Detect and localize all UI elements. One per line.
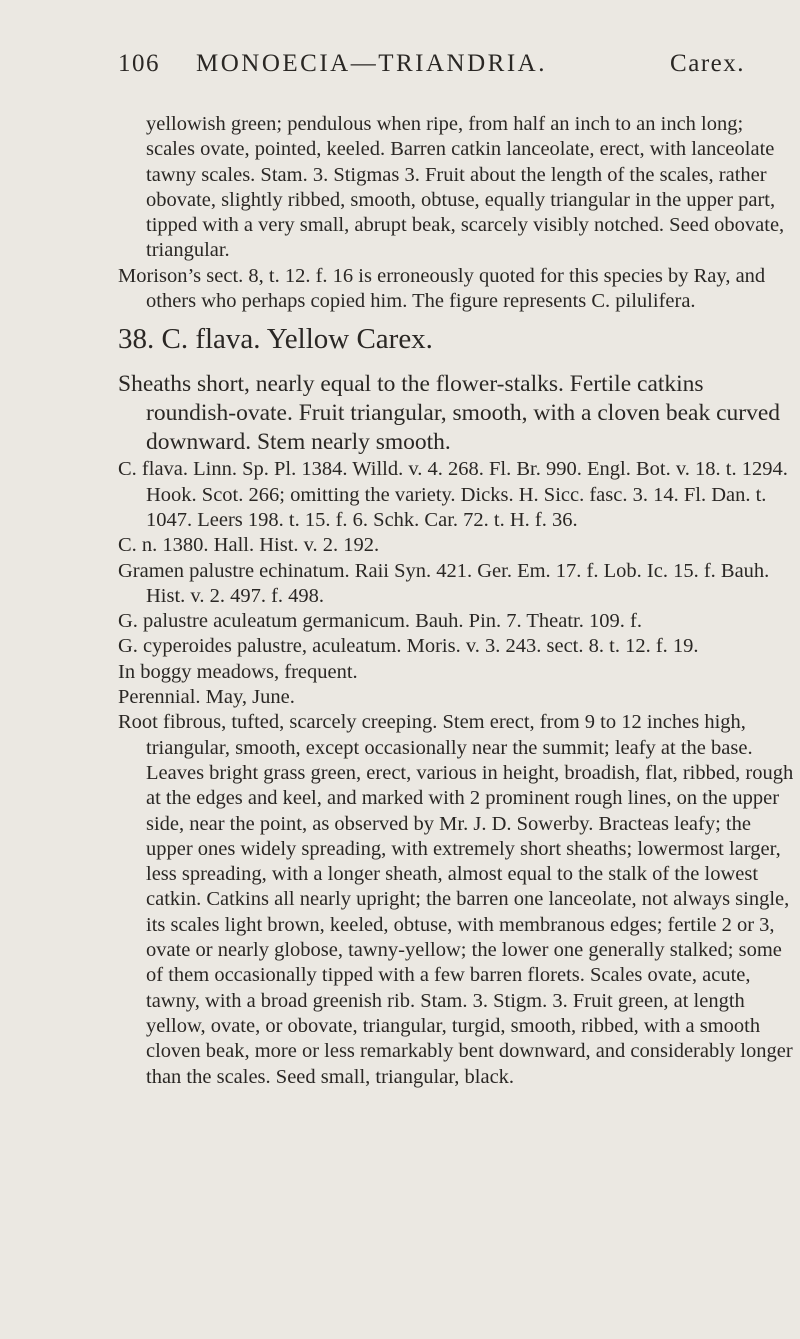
description: Root fibrous, tufted, scarcely creeping. Stem erect, from 9 to 12 inches high, triangular, smooth, except occasionally near the summit; leafy at the base. Leaves bright grass green, erect, various in height, broadish, flat, ribbed, rough at the edges and keel, and marked with 2 prominent rough lines, on the upper side, near the point, as observed by Mr. J. D. Sowerby. Bracteas leafy; the upper ones widely spreading, with extremely short sheaths; lowermost larger, less spreading, with a longer sheath, almost equal to the stalk of the lowest catkin. Catkins all nearly upright; the barren one lanceolate, not always single, its scales light brown, keeled, obtuse, with membranous edges; fertile 2 or 3, ovate or nearly globose, tawny-yellow; the lower one generally stalked; some of them occasionally tipped with a few barren florets. Scales ovate, acute, tawny, with a broad greenish rib. Stam. 3. Stigm. 3. Fruit green, at length yellow, ovate, or obovate, triangular, turgid, smooth, ribbed, with a smooth cloven beak, more or less remarkably bent downward, and considerably longer than the scales. Seed small, triangular, black. [118, 711, 794, 1088]
species-heading: 38. C. flava. Yellow Carex. [118, 323, 433, 356]
synonym-entry: C. flava. Linn. Sp. Pl. 1384. Willd. v. 4. 268. Fl. Br. 990. Engl. Bot. v. 18. t. 1294. Hook. Scot. 266; omitting the variety. Dicks. H. Sicc. fasc. 3. 14. Fl. Dan. t. 1047. Leers 198. t. 15. f. 6. Schk. Car. 72. t. H. f. 36. [118, 458, 788, 531]
diagnosis: Sheaths short, nearly equal to the flower-stalks. Fertile catkins roundish-ovate. Fruit triangular, smooth, with a cloven beak curved downward. Stem nearly smooth. [118, 371, 781, 456]
duration: Perennial. May, June. [118, 686, 295, 709]
note-paragraph: Morison’s sect. 8, t. 12. f. 16 is erroneously quoted for this species by Ray, and others who perhaps copied him. The figure represents C. pilulifera. [118, 264, 766, 313]
running-header [118, 50, 745, 84]
continued-paragraph: yellowish green; pendulous when ripe, from half an inch to an inch long; scales ovate, pointed, keeled. Barren catkin lanceolate, erect, with lanceolate tawny scales. Stam. 3. Stigmas 3. Fruit about the length of the scales, rather obovate, slightly ribbed, smooth, obtuse, equally triangular in the upper part, tipped with a very small, abrupt beak, scarcely visibly notched. Seed obovate, triangular. [146, 113, 785, 262]
page-body [118, 112, 794, 1090]
synonym-list [118, 457, 794, 659]
synonym-entry: G. cyperoides palustre, aculeatum. Moris. v. 3. 243. sect. 8. t. 12. f. 19. [118, 635, 699, 658]
page-number: 106 [118, 50, 160, 77]
synonym-entry: Gramen palustre echinatum. Raii Syn. 421. Ger. Em. 17. f. Lob. Ic. 15. f. Bauh. Hist. v. 2. 497. f. 498. [118, 559, 770, 607]
synonym-entry: G. palustre aculeatum germanicum. Bauh. Pin. 7. Theatr. 109. f. [118, 610, 642, 633]
section-title: MONOECIA—TRIANDRIA. [196, 50, 547, 77]
synonym-entry: C. n. 1380. Hall. Hist. v. 2. 192. [118, 534, 380, 557]
habitat: In boggy meadows, frequent. [118, 660, 358, 683]
genus-title: Carex. [670, 50, 745, 77]
